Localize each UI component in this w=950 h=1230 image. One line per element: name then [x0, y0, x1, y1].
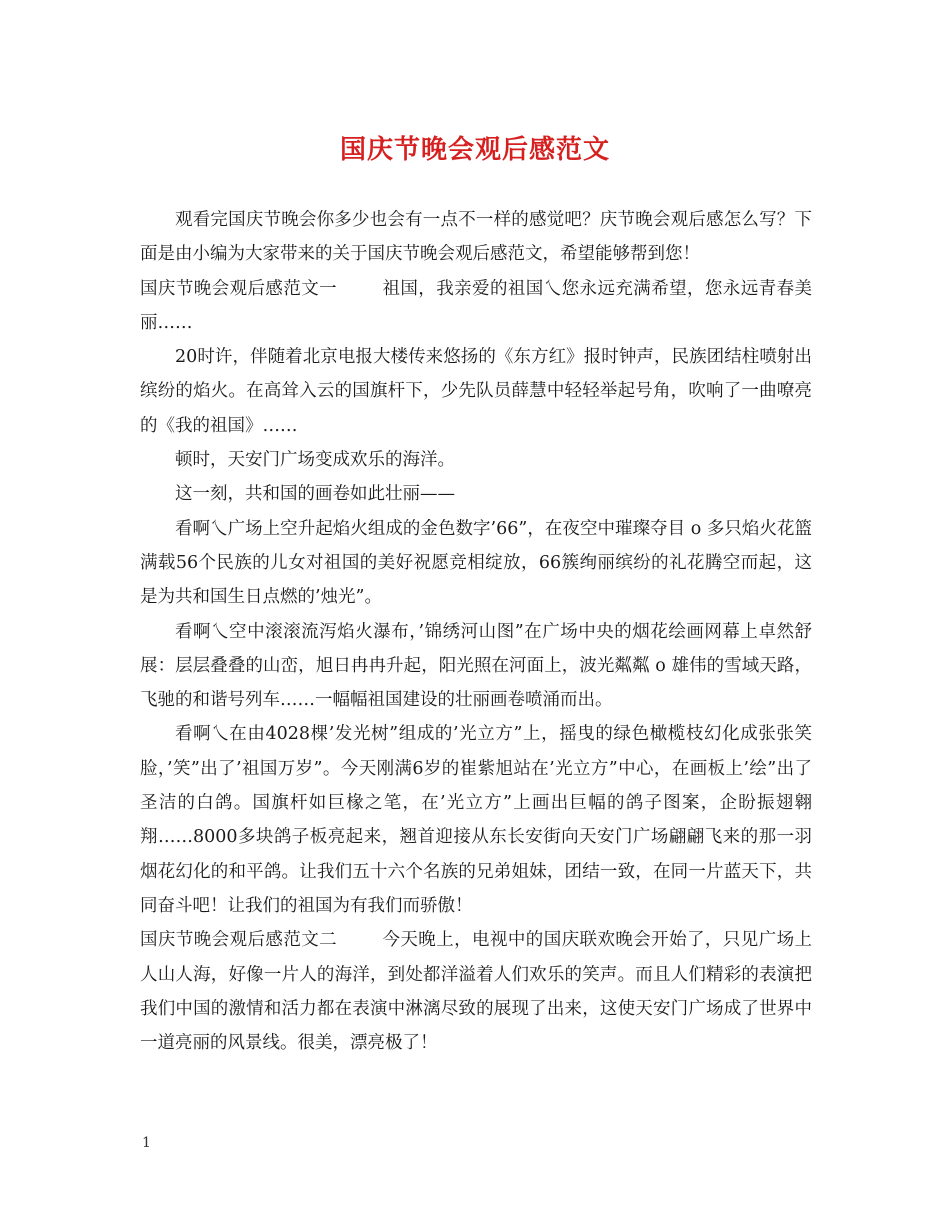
section-one-paragraph-1: 20时许，伴随着北京电报大楼传来悠扬的《东方红》报时钟声，民族团结柱喷射出缤纷的焰火。在高耸入云的国旗杆下，少先队员薛慧中轻轻举起号角，吹响了一曲嘹亮的《我的祖国》…… [140, 347, 812, 436]
section-two-label: 国庆节晚会观后感范文二 [140, 930, 338, 951]
document-body [140, 203, 812, 1060]
intro-paragraph: 观看完国庆节晚会你多少也会有一点不一样的感觉吧？庆节晚会观后感怎么写？下面是由小编为大家带来的关于国庆节晚会观后感范文，希望能够帮到您！ [140, 210, 812, 265]
section-two-paragraph [140, 923, 812, 1060]
page-number: 1 [142, 1135, 151, 1151]
section-one-paragraph-6: 看啊乀在由4028棵’发光树”组成的’光立方”上，摇曳的绿色橄榄枝幻化成张张笑脸，’笑”出了’祖国万岁”。今天刚满6岁的崔紫旭站在’光立方”中心，在画板上’绘”出了圣洁的白鸽。国旗杆如巨椽之笔，在’光立方”上画出巨幅的鸽子图案，企盼振翅翱翔……8000多块鸽子板亮起来，翘首迎接从东长安街向天安门广场翩翩飞来的那一羽烟花幻化的和平鸽。让我们五十六个名族的兄弟姐妹，团结一致，在同一片蓝天下，共同奋斗吧！让我们的祖国为有我们而骄傲！ [140, 724, 812, 916]
section-one-paragraph-3: 这一刻，共和国的画卷如此壮丽—— [175, 484, 455, 505]
section-one-paragraph-2: 顿时，天安门广场变成欢乐的海洋。 [175, 450, 455, 471]
section-one-paragraph-5: 看啊乀空中滚滚流泻焰火瀑布，’锦绣河山图”在广场中央的烟花绘画网幕上卓然舒展：层层叠叠的山峦，旭日冉冉升起，阳光照在河面上，波光粼粼 o 雄伟的雪域天路，飞驰的和谐号列车……一幅幅祖国建设的壮丽画卷喷涌而出。 [140, 621, 812, 711]
document-title: 国庆节晚会观后感范文 [339, 135, 610, 165]
section-one-paragraph [140, 272, 812, 341]
section-one-paragraph-4: 看啊乀广场上空升起焰火组成的金色数字’66”，在夜空中璀璨夺目 o 多只焰火花篮满载56个民族的儿女对祖国的美好祝愿竞相绽放，66簇绚丽缤纷的礼花腾空而起，这是为共和国生日点燃的’烛光”。 [140, 518, 812, 608]
section-one-label: 国庆节晚会观后感范文一 [140, 278, 338, 299]
section-one-first-text: 祖国，我亲爱的祖国乀您永远充满希望，您永远青春美丽…… [140, 278, 813, 333]
section-two-first-text: 今天晚上，电视中的国庆联欢晚会开始了，只见广场上人山人海，好像一片人的海洋，到处都洋溢着人们欢乐的笑声。而且人们精彩的表演把我们中国的激情和活力都在表演中淋漓尽致的展现了出来，这使天安门广场成了世界中一道亮丽的风景线。很美，漂亮极了！ [140, 930, 813, 1054]
